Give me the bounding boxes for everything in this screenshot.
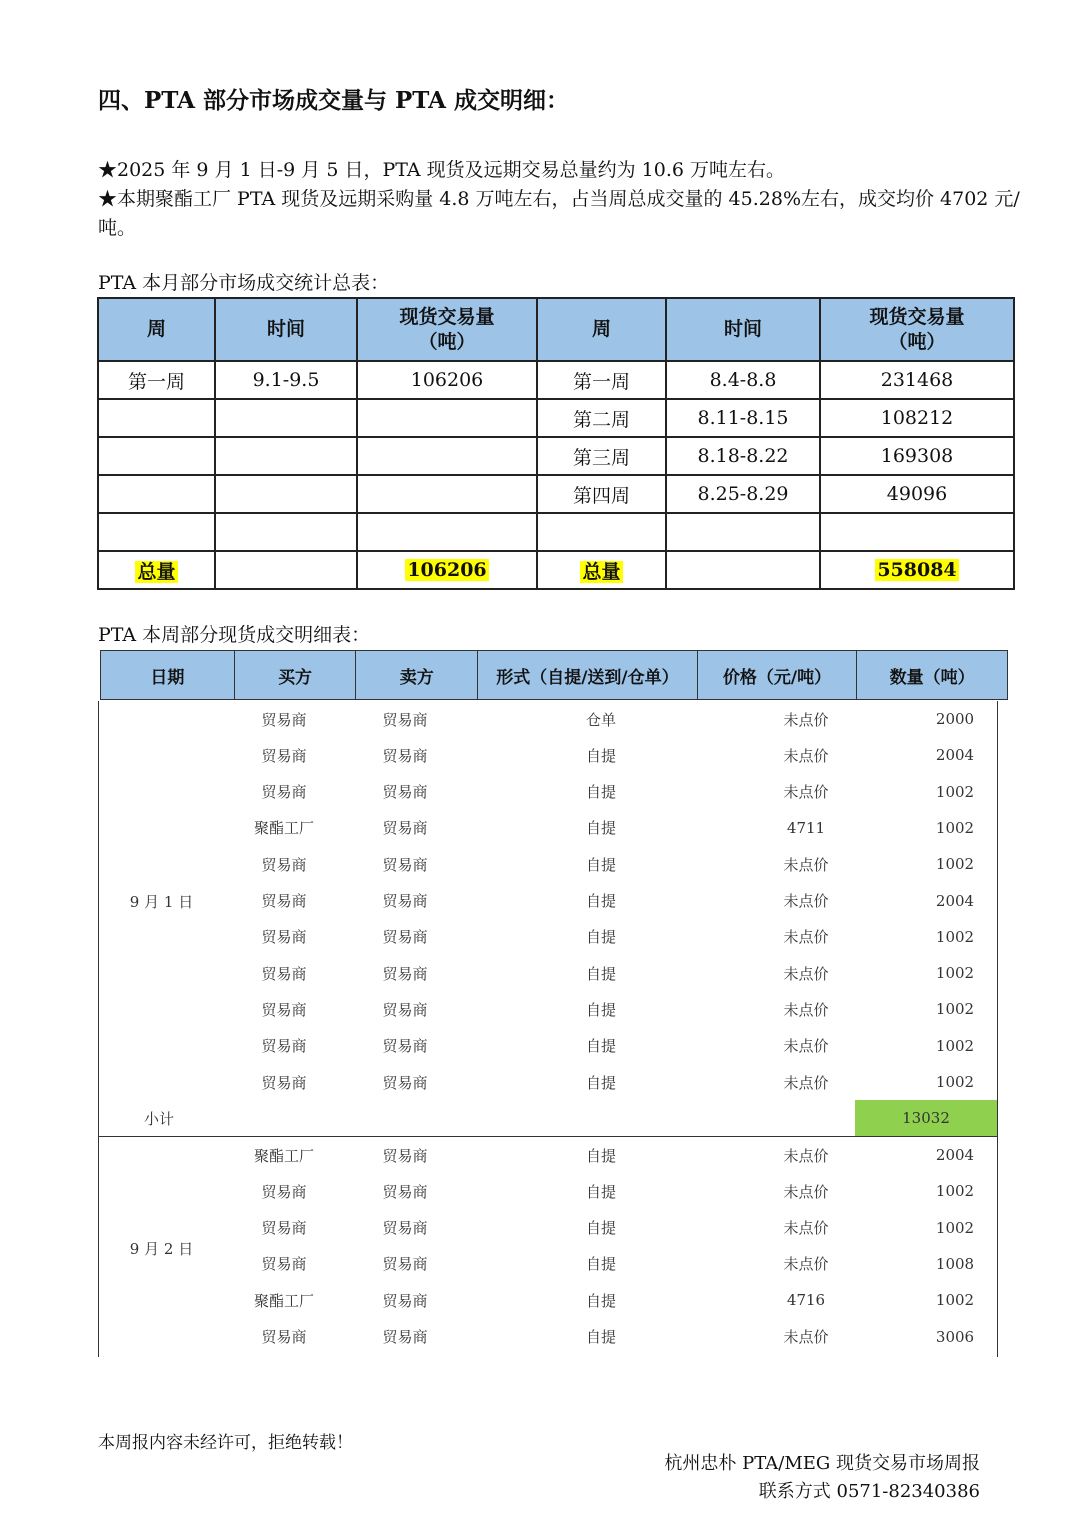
form-cell: 自提	[585, 783, 616, 802]
header-form: 形式（自提/送到/仓单）	[478, 651, 698, 699]
summary-header-row	[98, 298, 1014, 361]
cell	[215, 513, 357, 551]
detail-table-body	[98, 701, 998, 1357]
buyer-cell: 贸易商	[261, 710, 307, 729]
table-row	[99, 1028, 1025, 1064]
date-group-sep-2	[99, 1137, 997, 1357]
price-cell: 未点价	[783, 1219, 829, 1238]
seller-cell: 贸易商	[382, 964, 428, 983]
table-row	[99, 1319, 1025, 1355]
seller-cell: 贸易商	[382, 892, 428, 910]
form-cell: 自提	[585, 1073, 616, 1092]
cell: 8.18-8.22	[666, 437, 820, 475]
group-date: 9 月 2 日	[129, 1240, 194, 1258]
seller-cell: 贸易商	[382, 1291, 428, 1310]
seller-cell: 贸易商	[382, 1255, 428, 1274]
section-title: 四、PTA 部分市场成交量与 PTA 成交明细：	[98, 87, 570, 114]
form-cell: 自提	[585, 1146, 616, 1165]
seller-cell: 贸易商	[382, 1219, 428, 1238]
form-cell: 自提	[585, 1182, 616, 1201]
buyer-cell: 贸易商	[261, 964, 307, 983]
header-period: 时间	[215, 298, 357, 361]
form-cell: 自提	[585, 1328, 616, 1346]
buyer-cell: 贸易商	[261, 1182, 307, 1201]
quantity-cell: 1002	[935, 1036, 975, 1055]
quantity-cell: 1002	[935, 1182, 975, 1201]
header-volume: 现货交易量 （吨）	[820, 298, 1014, 361]
form-cell: 自提	[585, 1000, 616, 1019]
seller-cell: 贸易商	[382, 1182, 428, 1201]
cell	[357, 437, 537, 475]
price-cell: 未点价	[783, 1000, 829, 1019]
buyer-cell: 贸易商	[261, 783, 307, 802]
summary-row	[98, 513, 1014, 551]
cell	[98, 399, 215, 437]
seller-cell: 贸易商	[382, 710, 428, 729]
seller-cell: 贸易商	[382, 1328, 428, 1346]
quantity-cell: 1002	[935, 964, 975, 983]
header-buyer: 买方	[235, 651, 357, 699]
buyer-cell: 聚酯工厂	[253, 1146, 314, 1165]
cell	[215, 399, 357, 437]
cell: 第三周	[537, 437, 666, 475]
cell: 8.11-8.15	[666, 399, 820, 437]
group-date: 9 月 1 日	[129, 893, 194, 911]
total-label: 总量	[537, 551, 666, 589]
seller-cell: 贸易商	[382, 928, 428, 947]
detail-table-caption: PTA 本周部分现货成交明细表：	[98, 624, 371, 646]
cell: 108212	[820, 399, 1014, 437]
header-quantity: 数量（吨）	[889, 667, 975, 688]
seller-cell: 贸易商	[382, 1000, 428, 1019]
quantity-cell: 1002	[935, 927, 975, 946]
table-row	[99, 955, 1025, 991]
table-row	[99, 774, 1025, 810]
price-cell: 4716	[786, 1291, 826, 1310]
table-row	[99, 1173, 1025, 1209]
cell: 第一周	[537, 361, 666, 399]
seller-cell: 贸易商	[382, 855, 428, 874]
seller-cell: 贸易商	[382, 1073, 428, 1092]
form-cell: 自提	[585, 1219, 616, 1238]
header-week: 周	[537, 298, 666, 361]
cell: 169308	[820, 437, 1014, 475]
form-cell: 自提	[585, 746, 616, 765]
seller-cell: 贸易商	[382, 783, 428, 802]
monthly-summary-table	[97, 297, 1015, 590]
table-row	[99, 1064, 1025, 1100]
cell: 9.1-9.5	[215, 361, 357, 399]
buyer-cell: 贸易商	[261, 928, 307, 947]
buyer-cell: 贸易商	[261, 746, 307, 765]
quantity-cell: 1008	[935, 1254, 975, 1273]
table-row	[99, 1282, 1025, 1318]
publisher-info	[664, 1450, 980, 1506]
table-row	[99, 1137, 1025, 1173]
table-row	[99, 1246, 1025, 1282]
summary-row	[98, 399, 1014, 437]
cell	[215, 551, 357, 589]
seller-cell: 贸易商	[382, 1037, 428, 1056]
summary-total-row	[98, 551, 1014, 589]
quantity-cell: 2004	[935, 891, 975, 910]
quantity-cell: 1002	[935, 1218, 975, 1237]
table-row	[99, 701, 1025, 737]
quantity-cell: 1002	[935, 818, 975, 837]
cell	[666, 513, 820, 551]
seller-cell: 贸易商	[382, 819, 428, 838]
form-cell: 自提	[585, 928, 616, 947]
quantity-cell: 1002	[935, 1000, 975, 1019]
cell	[215, 437, 357, 475]
copyright-notice: 本周报内容未经许可，拒绝转载！	[98, 1433, 353, 1453]
header-period: 时间	[666, 298, 820, 361]
buyer-cell: 聚酯工厂	[253, 1291, 314, 1310]
buyer-cell: 贸易商	[261, 1073, 307, 1092]
header-volume: 现货交易量 （吨）	[357, 298, 537, 361]
summary-table-caption: PTA 本月部分市场成交统计总表：	[98, 272, 390, 294]
cell: 第一周	[98, 361, 215, 399]
price-cell: 未点价	[783, 1182, 829, 1201]
quantity-cell: 3006	[935, 1327, 975, 1346]
quantity-cell: 1002	[935, 1073, 975, 1091]
summary-paragraph-1: ★2025 年 9 月 1 日-9 月 5 日，PTA 现货及远期交易总量约为 10.6 万吨左右。	[98, 159, 786, 181]
seller-cell: 贸易商	[382, 746, 428, 765]
header-seller: 卖方	[356, 651, 478, 699]
cell	[666, 551, 820, 589]
summary-row	[98, 361, 1014, 399]
cell: 106206	[357, 361, 537, 399]
total-right-value: 558084	[820, 551, 1014, 589]
subtotal-value: 13032	[855, 1100, 997, 1136]
date-group-sep-1	[99, 701, 997, 1137]
cell	[98, 437, 215, 475]
form-cell: 自提	[585, 819, 616, 838]
price-cell: 未点价	[783, 892, 829, 910]
buyer-cell: 贸易商	[261, 1037, 307, 1056]
price-cell: 未点价	[783, 1255, 829, 1274]
quantity-cell: 2004	[935, 746, 975, 765]
contact-info: 联系方式 0571-82340386	[758, 1481, 980, 1502]
cell: 8.4-8.8	[666, 361, 820, 399]
cell	[357, 399, 537, 437]
buyer-cell: 贸易商	[261, 1000, 307, 1019]
price-cell: 未点价	[783, 1037, 829, 1056]
form-cell: 自提	[585, 1037, 616, 1056]
seller-cell: 贸易商	[382, 1146, 428, 1165]
publisher-name: 杭州忠朴 PTA/MEG 现货交易市场周报	[664, 1453, 980, 1474]
table-row	[99, 810, 1025, 846]
form-cell: 自提	[585, 892, 616, 910]
price-cell: 未点价	[783, 746, 829, 765]
header-date: 日期	[101, 651, 235, 699]
price-cell: 未点价	[783, 964, 829, 983]
buyer-cell: 贸易商	[261, 1219, 307, 1238]
buyer-cell: 贸易商	[261, 1328, 307, 1346]
buyer-cell: 贸易商	[261, 855, 307, 874]
total-left-value: 106206	[357, 551, 537, 589]
table-row	[99, 919, 1025, 955]
form-cell: 自提	[585, 855, 616, 874]
price-cell: 未点价	[783, 1328, 829, 1346]
cell	[820, 513, 1014, 551]
cell: 第二周	[537, 399, 666, 437]
cell	[357, 475, 537, 513]
price-cell: 未点价	[783, 928, 829, 947]
quantity-cell: 1002	[935, 855, 975, 874]
header-price: 价格（元/吨）	[698, 651, 858, 699]
form-cell: 自提	[585, 1291, 616, 1310]
cell	[98, 513, 215, 551]
detail-table-header	[100, 650, 1008, 700]
total-label: 总量	[98, 551, 215, 589]
price-cell: 未点价	[783, 1146, 829, 1165]
header-week: 周	[98, 298, 215, 361]
form-cell: 自提	[585, 1255, 616, 1274]
cell: 第四周	[537, 475, 666, 513]
subtotal-row	[99, 1100, 997, 1136]
buyer-cell: 贸易商	[261, 892, 307, 910]
summary-row	[98, 475, 1014, 513]
price-cell: 未点价	[783, 783, 829, 802]
cell	[357, 513, 537, 551]
quantity-cell: 2000	[935, 710, 975, 728]
table-row	[99, 737, 1025, 773]
summary-paragraph-2: ★本期聚酯工厂 PTA 现货及远期采购量 4.8 万吨左右，占当周总成交量的 45.28%左右，成交均价 4702 元/吨。	[98, 188, 1020, 239]
price-cell: 未点价	[783, 1073, 829, 1092]
table-row	[99, 991, 1025, 1027]
price-cell: 4711	[786, 818, 826, 837]
subtotal-label: 小计	[144, 1110, 175, 1128]
form-cell: 仓单	[585, 710, 616, 729]
table-row	[99, 846, 1025, 882]
cell	[537, 513, 666, 551]
cell: 8.25-8.29	[666, 475, 820, 513]
buyer-cell: 贸易商	[261, 1255, 307, 1274]
price-cell: 未点价	[783, 710, 829, 729]
cell	[98, 475, 215, 513]
table-row	[99, 1210, 1025, 1246]
quantity-cell: 2004	[935, 1146, 975, 1164]
quantity-cell: 1002	[935, 1291, 975, 1310]
buyer-cell: 聚酯工厂	[253, 819, 314, 838]
cell: 231468	[820, 361, 1014, 399]
cell: 49096	[820, 475, 1014, 513]
summary-row	[98, 437, 1014, 475]
table-row	[99, 883, 1025, 919]
quantity-cell: 1002	[935, 782, 975, 801]
form-cell: 自提	[585, 964, 616, 983]
price-cell: 未点价	[783, 855, 829, 874]
cell	[215, 475, 357, 513]
